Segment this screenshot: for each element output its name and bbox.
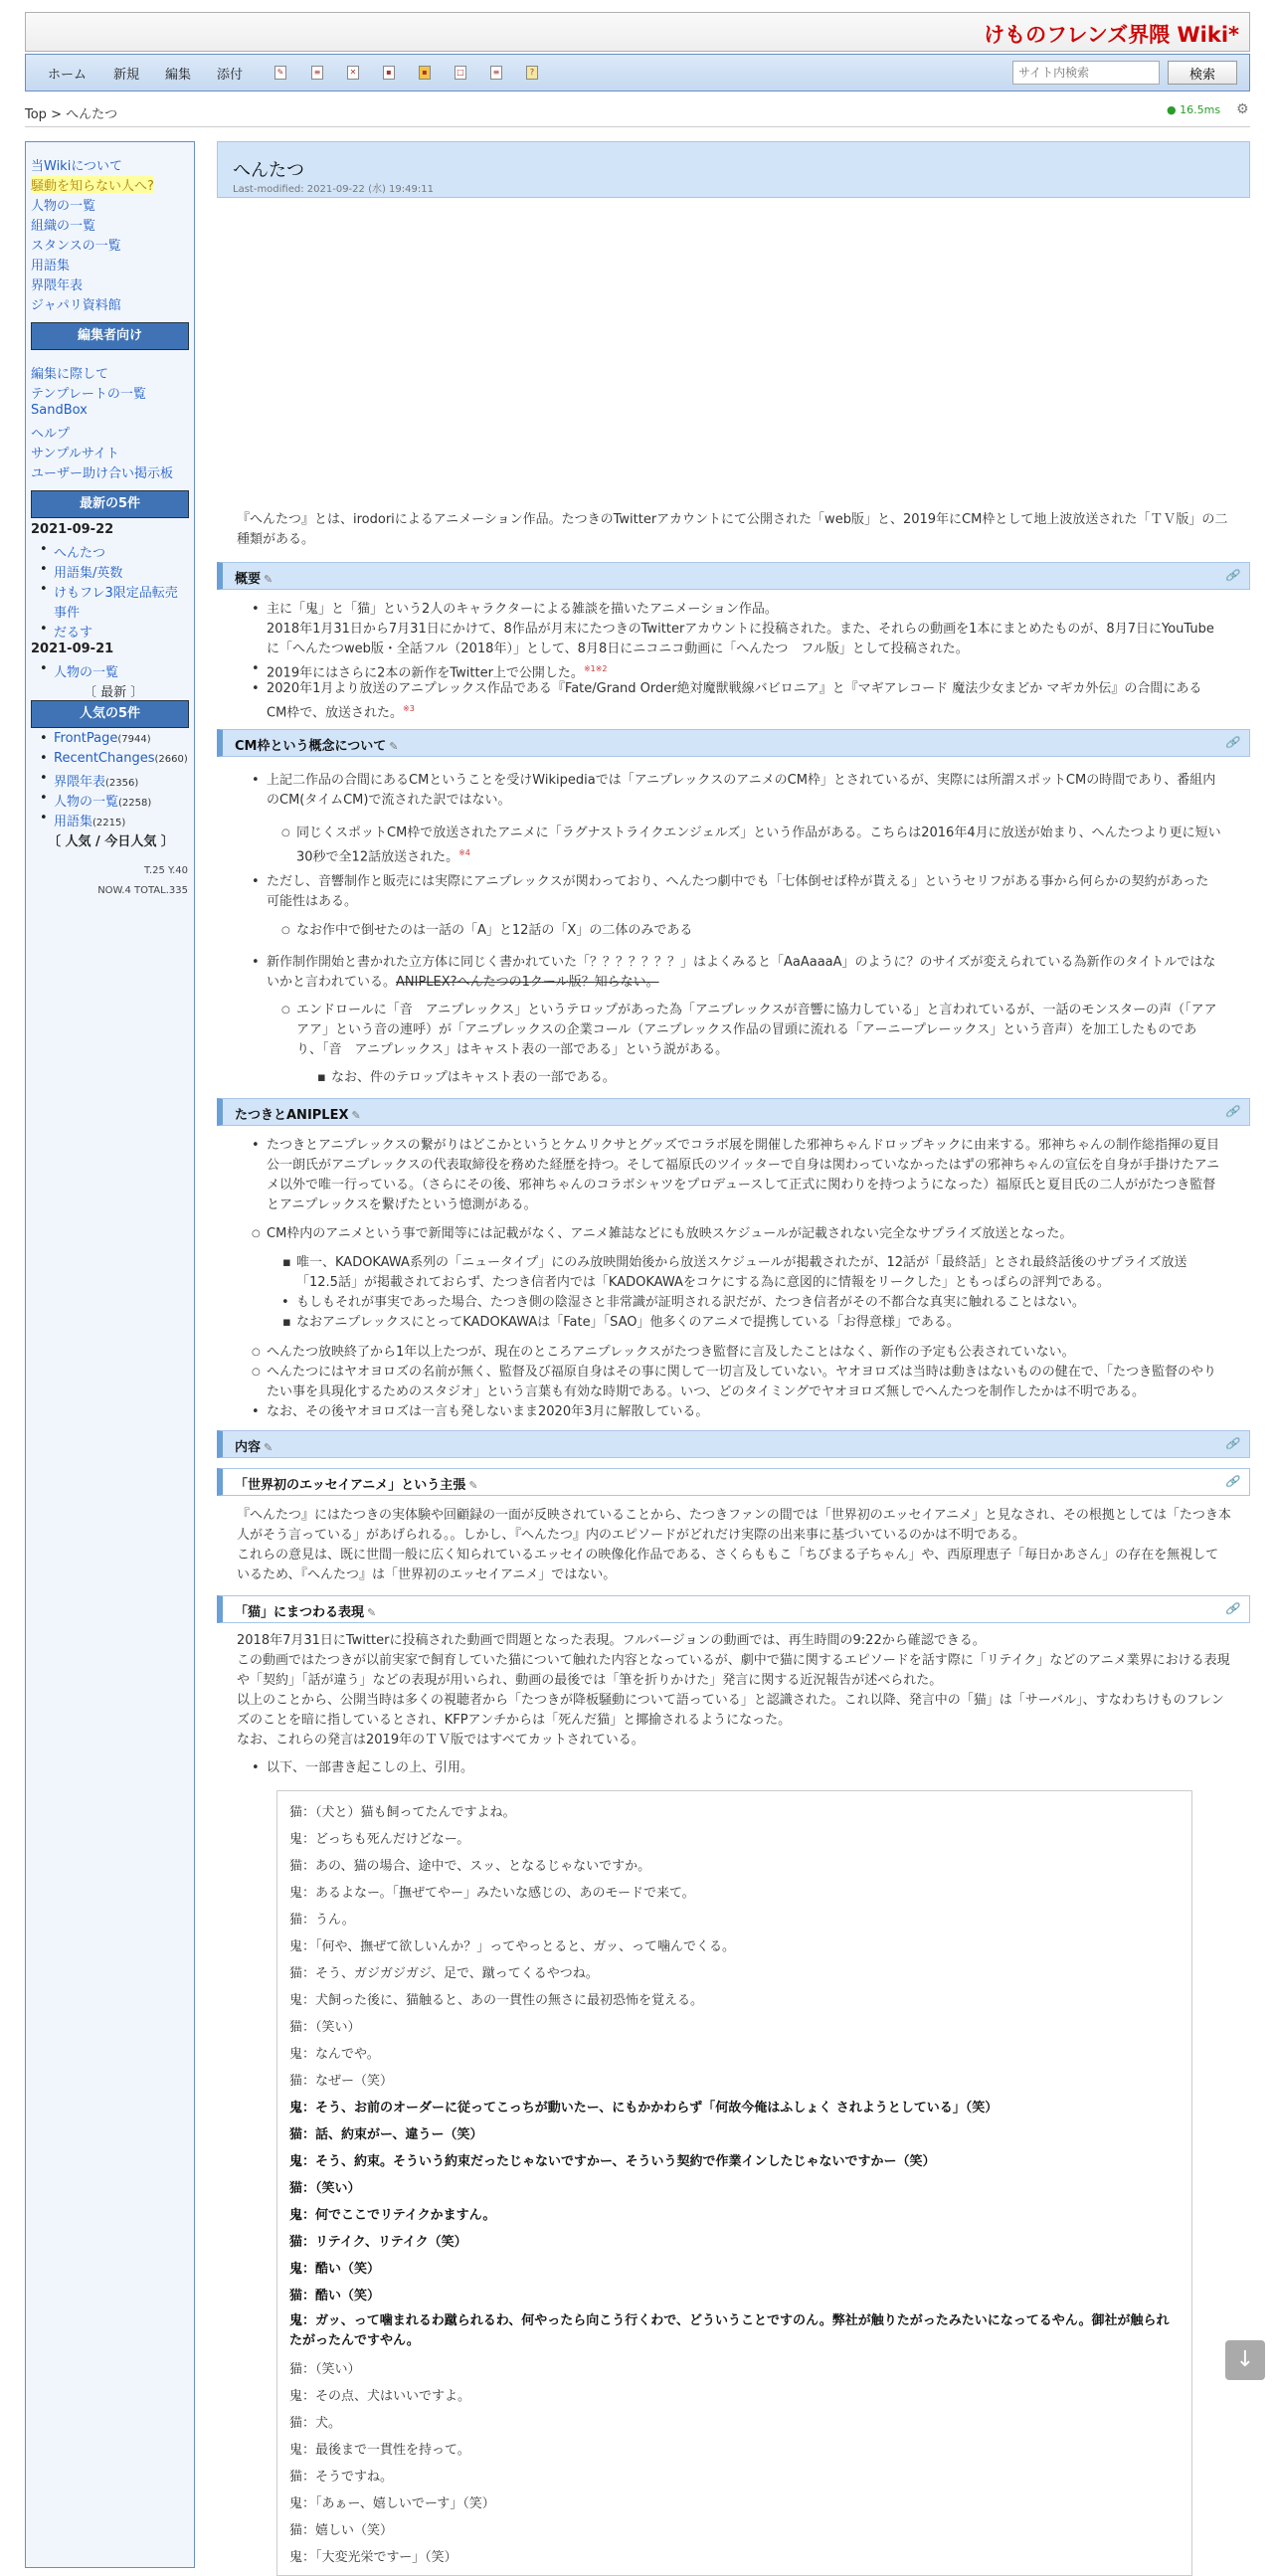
link-icon[interactable]: 🔗 bbox=[1225, 1437, 1239, 1450]
popular-item[interactable]: • 用語集(2215) bbox=[54, 811, 125, 829]
recent-item[interactable]: • 人物の一覧 bbox=[54, 661, 118, 680]
gear-icon[interactable]: ⚙ bbox=[1236, 101, 1249, 117]
quote-line: 猫：話、約束がー、違うー（笑） bbox=[289, 2127, 483, 2142]
section-heading-overview: 概要 ✎ 🔗 bbox=[217, 562, 1250, 590]
edit-tool-icon[interactable]: ✎ bbox=[274, 66, 286, 80]
recent-item[interactable]: • 用語集/英数 bbox=[54, 562, 122, 581]
copy-tool-icon[interactable]: □ bbox=[455, 66, 466, 80]
sidebar-link-glossary[interactable]: 用語集 bbox=[31, 259, 71, 274]
sidebar-link-orgs[interactable]: 組織の一覧 bbox=[31, 219, 96, 234]
pencil-icon[interactable]: ✎ bbox=[468, 1479, 478, 1492]
recent-item-cont[interactable]: 事件 bbox=[54, 606, 81, 621]
recent-item[interactable]: • へんたつ bbox=[54, 542, 105, 561]
search-input[interactable] bbox=[1012, 61, 1160, 85]
quote-line: 猫：酷い（笑） bbox=[289, 2289, 381, 2303]
quote-line: 鬼：「あぁー、嬉しいでーす」（笑） bbox=[289, 2496, 495, 2511]
pencil-icon[interactable]: ✎ bbox=[264, 1441, 274, 1454]
link-icon[interactable]: 🔗 bbox=[1225, 1105, 1239, 1118]
pencil-icon[interactable]: ✎ bbox=[264, 573, 274, 586]
list-item: ▪ なお、件のテロップはキャスト表の一部である。 bbox=[331, 1068, 1221, 1088]
quote-line: 鬼：酷い（笑） bbox=[289, 2262, 381, 2277]
sidebar-link-sample[interactable]: サンプルサイト bbox=[31, 447, 119, 461]
popular-more-link[interactable]: 〔 人気 / 今日人気 〕 bbox=[48, 834, 174, 849]
recent-item[interactable]: • だるす bbox=[54, 622, 92, 641]
link-icon[interactable]: 🔗 bbox=[1225, 736, 1239, 749]
arrow-down-icon: ↓ bbox=[1235, 2347, 1255, 2372]
list-item: ○ なお作中で倒せたのは一話の「A」と12話の「X」の二体のみである bbox=[296, 921, 1221, 941]
quote-line: 猫：（笑い） bbox=[289, 2181, 361, 2196]
quote-line: 猫：（犬と）猫も飼ってたんですよね。 bbox=[289, 1805, 516, 1820]
sidebar-link-board[interactable]: ユーザー助け合い掲示板 bbox=[31, 466, 174, 481]
sidebar-link-sandbox[interactable]: SandBox bbox=[31, 403, 88, 418]
help-tool-icon[interactable]: ? bbox=[526, 66, 538, 80]
list-item: ▪ なおアニプレックスにとってKADOKAWAは「Fate」「SAO」他多くのアニメで提携している「お得意様」である。 bbox=[296, 1313, 1221, 1333]
recent-date: 2021-09-21 bbox=[31, 642, 114, 656]
popular-item[interactable]: • 界隈年表(2356) bbox=[54, 771, 138, 790]
popular-item[interactable]: • RecentChanges(2660) bbox=[54, 751, 188, 766]
quote-line: 猫：犬。 bbox=[289, 2416, 342, 2431]
nav-attach[interactable]: 添付 bbox=[217, 68, 244, 83]
quote-line: 猫：嬉しい（笑） bbox=[289, 2523, 394, 2538]
sidebar-editor-heading: 編集者向け bbox=[31, 322, 189, 350]
recent-more-link[interactable]: 〔 最新 〕 bbox=[84, 685, 144, 700]
paragraph: この動画ではたつきが以前実家で飼育していた猫について触れた内容となっているが、劇中で猫に関するエピソードを話す際に「リテイク」などのアニメ業界における表現や「契約」「話が違う」などの表現が用いられ、動画の最後では「筆を折りかけた」発言に関する近況報告が述べられた。 bbox=[237, 1653, 1230, 1688]
quote-line: 鬼：その点、犬はいいですよ。 bbox=[289, 2389, 471, 2404]
paragraph: 以上のことから、公開当時は多くの視聴者から「たつきが降板騒動について語っている」と認識された。これ以降、発言中の「猫」は「サーバル」、すなわちけものフレンズのことを暗に指しているとされ、KFPアンチからは「死んだ猫」と揶揄されるようになった。 bbox=[237, 1693, 1224, 1728]
list-item: • 主に「鬼」と「猫」という2人のキャラクターによる雑談を描いたアニメーション作品。 bbox=[267, 600, 1221, 620]
link-icon[interactable]: 🔗 bbox=[1225, 569, 1239, 582]
list-item: • たつきとアニプレックスの繋がりはどこかというとケムリクサとグッズでコラボ展を開催した邪神ちゃんドロップキックに由来する。邪神ちゃんの制作総指揮の夏目公一朗氏がアニプレックスの代表取締役を務めた経歴を持つ。そして福原氏のツイッターで自身は関わっていなかったはずの邪神ちゃんの宣伝を自身が手掛けたアニメ以外で唯一行っている。（さらにその後、邪神ちゃんのコラボシャツをプロデュースして正式に関わりを持つようになった）福原氏と夏目氏の二人ががたつき監督とアニプレックスを繋げたという憶測がある。 bbox=[267, 1136, 1221, 1215]
paragraph: これらの意見は、既に世間一般に広く知られているエッセイの映像化作品である、さくらももこ「ちびまる子ちゃん」や、西原理恵子「毎日かあさん」の存在を無視しているため、『へんたつ』は「世界初のエッセイアニメ」ではない。 bbox=[237, 1548, 1219, 1582]
paragraph: 『へんたつ』にはたつきの実体験や回顧録の一面が反映されていることから、たつきファンの間では「世界初のエッセイアニメ」と見なされ、その根拠としては「たつき本人がそう言っている」があげられる。。しかし、『へんたつ』内のエピソードがどれだけ実際の出来事に基づいているのかは不明である。 bbox=[237, 1508, 1231, 1543]
scroll-down-button[interactable] bbox=[1225, 2340, 1265, 2380]
paragraph: 2018年7月31日にTwitterに投稿された動画で問題となった表現。フルバージョンの動画では、再生時間の9:22から確認できる。 bbox=[237, 1633, 986, 1648]
quote-line: 鬼：そう、約束。そういう約束だったじゃないですかー、そういう契約で作業インしたじゃないですかー（笑） bbox=[289, 2154, 936, 2169]
lock-tool-icon[interactable]: ▪ bbox=[419, 66, 431, 80]
popular-item[interactable]: • FrontPage(7944) bbox=[54, 731, 151, 746]
list-item-cont: • 2018年1月31日から7月31日にかけて、8作品が月末にたつきのTwitterアカウントに投稿された。また、それらの動画を1本にまとめたものが、8月7日にYouTubeに「へんたつweb版・全話フル（2018年）」として、8月8日にニコニコ動画に「へんたつ フル版」として投稿された。 bbox=[267, 620, 1221, 659]
search-button[interactable]: 検索 bbox=[1168, 61, 1237, 85]
list-item: • 以下、一部書き起こしの上、引用。 bbox=[267, 1758, 1221, 1778]
backup-tool-icon[interactable]: ▪ bbox=[383, 66, 395, 80]
pencil-icon[interactable]: ✎ bbox=[367, 1606, 377, 1619]
site-header bbox=[25, 12, 1250, 52]
quote-line: 鬼：「大変光栄ですー」（笑） bbox=[289, 2550, 457, 2565]
quote-line: 鬼：犬飼った後に、猫触ると、あの一貫性の無さに最初恐怖を覚える。 bbox=[289, 1993, 704, 2008]
quote-line: 鬼：なんでや。 bbox=[289, 2047, 380, 2062]
transcript-quote bbox=[276, 1790, 1192, 2576]
popular-item[interactable]: • 人物の一覧(2258) bbox=[54, 791, 151, 810]
last-modified: Last-modified: 2021-09-22 (水) 19:49:11 bbox=[233, 184, 434, 195]
quote-line: 猫：あの、猫の場合、途中で、スッ、となるじゃないですか。 bbox=[289, 1859, 651, 1874]
list-item-cont: • なお、その後ヤオヨロズは一言も発しないまま2020年3月に解散している。 bbox=[267, 1402, 1221, 1422]
section-heading-aniplex: たつきとANIPLEX ✎ 🔗 bbox=[217, 1098, 1250, 1126]
quote-line: 猫：なぜー（笑） bbox=[289, 2074, 394, 2089]
sidebar-link-help[interactable]: ヘルプ bbox=[31, 427, 71, 442]
divider bbox=[25, 126, 1250, 127]
quote-line: 猫：そうですね。 bbox=[289, 2470, 394, 2484]
sidebar bbox=[25, 141, 195, 2568]
section-heading-cm: CM枠という概念について ✎ 🔗 bbox=[217, 729, 1250, 757]
sidebar-link-templates[interactable]: テンプレートの一覧 bbox=[31, 387, 146, 402]
list-item: ○ エンドロールに「音 アニプレックス」というテロップがあった為「アニプレックスが音響に協力している」と言われているが、一話のモンスターの声（「アアアア」という音の連呼）が「アニプレックスの企業コール（アニプレックス作品の冒頭に流れる「アーニープレーックス」という音声）を加工したものであり、「音 アニプレックス」はキャスト表の一部である」という説がある。 bbox=[296, 1001, 1221, 1060]
list-item: • 上記二作品の合間にあるCMということを受けWikipediaでは「アニプレックスのアニメのCM枠」とされているが、実際には所謂スポットCMの時間であり、番組内のCM(タイムCM)で流された訳ではない。 bbox=[267, 771, 1221, 811]
diff-tool-icon[interactable]: ≡ bbox=[311, 66, 323, 80]
sidebar-link-intro[interactable]: 騒動を知らない人へ? bbox=[31, 175, 154, 194]
nav-new[interactable]: 新規 bbox=[113, 68, 140, 83]
list-item: ○ 同じくスポットCM枠で放送されたアニメに「ラグナストライクエンジェルズ」という作品がある。こちらは2016年4月に放送が始まり、へんたつより更に短い30秒で全12話放送された。$^{※4}$ bbox=[296, 824, 1221, 867]
list-item: ▪ 唯一、KADOKAWA系列の「ニュータイプ」にのみ放映開始後から放送スケジュールが掲載されたが、12話が「最終話」とされ最終話後のサプライズ放送「12.5話」が掲載されておらず、たつき信者内では「KADOKAWAをコケにする為に意図的に情報をリークした」ともっぱらの評判である。 bbox=[296, 1253, 1221, 1293]
list-item: • 新作制作開始と書かれた立方体に同じく書かれていた「？？？？？？？」はよくみると「AaAaaaA」のように？のサイズが変えられている為新作のタイトルではないかと言われている。ANIPLEX?へんたつの1クール版？知らない。 bbox=[267, 953, 1221, 993]
counter-today: T.25 Y.40 bbox=[144, 865, 188, 876]
quote-line: 鬼：「何や、撫ぜて欲しいんか？」ってやっとると、ガッ、って噛んでくる。 bbox=[289, 1939, 735, 1954]
recent-date: 2021-09-22 bbox=[31, 522, 114, 537]
speed-indicator: ● 16.5ms bbox=[1167, 103, 1221, 116]
pencil-icon[interactable]: ✎ bbox=[389, 740, 399, 753]
sidebar-link-timeline[interactable]: 界隈年表 bbox=[31, 278, 84, 293]
list-item: • 2019年にはさらに2本の新作をTwitter上で公開した。$^{※1※2}$ bbox=[267, 659, 1221, 683]
list-tool-icon[interactable]: ≡ bbox=[490, 66, 502, 80]
sidebar-link-stances[interactable]: スタンスの一覧 bbox=[31, 239, 121, 254]
link-icon[interactable]: 🔗 bbox=[1225, 1475, 1239, 1488]
quote-line: 猫：（笑い） bbox=[289, 2362, 361, 2377]
sidebar-link-people[interactable]: 人物の一覧 bbox=[31, 199, 96, 214]
delete-tool-icon[interactable]: ✕ bbox=[347, 66, 359, 80]
subsection-heading-essay: 「世界初のエッセイアニメ」という主張 ✎ 🔗 bbox=[217, 1468, 1250, 1496]
list-item: ○ へんたつ放映終了から1年以上たつが、現在のところアニプレックスがたつき監督に言及したことはなく、新作の予定も公表されていない。 bbox=[267, 1343, 1221, 1363]
quote-line: 鬼：どっちも死んだけどなー。 bbox=[289, 1832, 470, 1847]
intro-paragraph: 『へんたつ』とは、irodoriによるアニメーション作品。たつきのTwitterアカウントにて公開された「web版」と、2019年にCM枠として地上波放送された「ＴＶ版」の二種類がある。 bbox=[237, 512, 1228, 547]
list-item: ○ CM枠内のアニメという事で新聞等には記載がなく、アニメ雑誌などにも放映スケジュールが記載されない完全なサプライズ放送となった。 bbox=[267, 1224, 1221, 1244]
top-navbar bbox=[25, 54, 1250, 92]
sidebar-link-editing[interactable]: 編集に際して bbox=[31, 367, 109, 382]
sidebar-recent-heading: 最新の5件 bbox=[31, 490, 189, 518]
link-icon[interactable]: 🔗 bbox=[1225, 1602, 1239, 1615]
list-item-cont: • もしもそれが事実であった場合、たつき側の陰湿さと非常識が証明される訳だが、たつき信者がその不都合な真実に触れることはない。 bbox=[296, 1293, 1221, 1313]
nav-edit[interactable]: 編集 bbox=[165, 68, 192, 83]
quote-line: 鬼：あるよなー。「撫ぜてやー」みたいな感じの、あのモードで来て。 bbox=[289, 1886, 695, 1901]
site-title-link[interactable]: けものフレンズ界隈 Wiki* bbox=[984, 23, 1239, 47]
nav-home[interactable]: ホーム bbox=[48, 68, 88, 83]
list-item: ○ へんたつにはヤオヨロズの名前が無く、監督及び福原自身はその事に関して一切言及していない。ヤオヨロズは当時は動きはないものの健在で、「たつき監督のやりたい事を具現化するためのスタジオ」という言葉も有効な時期である。いつ、どのタイミングでヤオヨロズ無しでへんたつを制作したかは不明である。 bbox=[267, 1363, 1221, 1402]
list-item: • ただし、音響制作と販売には実際にアニプレックスが関わっており、へんたつ劇中でも「七体倒せば枠が貰える」というセリフがある事から何らかの契約があった可能性はある。 bbox=[267, 872, 1221, 912]
page-title-box bbox=[217, 141, 1250, 198]
counter-total: NOW.4 TOTAL.335 bbox=[97, 885, 188, 896]
paragraph: なお、これらの発言は2019年のＴＶ版ではすべてカットされている。 bbox=[237, 1733, 644, 1748]
quote-line: 鬼：何でここでリテイクかますん。 bbox=[289, 2208, 496, 2223]
list-item: • 2020年1月より放送のアニプレックス作品である『Fate/Grand Order絶対魔獣戦線バビロニア』と『マギアレコード 魔法少女まどか マギカ外伝』の合間にあるCM枠で、放送された。$^{※3}$ bbox=[267, 679, 1221, 723]
section-heading-content: 内容 ✎ 🔗 bbox=[217, 1430, 1250, 1458]
sidebar-link-archive[interactable]: ジャパリ資料館 bbox=[31, 298, 121, 313]
quote-line: 猫：リテイク、リテイク（笑） bbox=[289, 2235, 467, 2250]
quote-line: 猫：そう、ガジガジガジ、足で、蹴ってくるやつね。 bbox=[289, 1966, 599, 1981]
quote-line: 猫：（笑い） bbox=[289, 2020, 361, 2035]
sidebar-link-about[interactable]: 当Wikiについて bbox=[31, 159, 123, 174]
page-title: へんたつ bbox=[233, 160, 304, 181]
sidebar-popular-heading: 人気の5件 bbox=[31, 700, 189, 728]
quote-line: 鬼：最後まで一貫性を持って。 bbox=[289, 2443, 470, 2458]
subsection-heading-cat: 「猫」にまつわる表現 ✎ 🔗 bbox=[217, 1595, 1250, 1623]
pencil-icon[interactable]: ✎ bbox=[351, 1109, 361, 1122]
leaf-icon: ● bbox=[1167, 103, 1177, 116]
quote-line: 鬼：ガッ、って噛まれるわ蹴られるわ、何やったら向こう行くわで、どういうことですのん。弊社が触りたがったみたいになってるやん。御社が触られたがったんですやん。 bbox=[289, 2313, 1170, 2348]
quote-line: 鬼：そう、お前のオーダーに従ってこっちが動いたー、にもかかわらず「何故今俺はふしょく されようとしている」（笑） bbox=[289, 2101, 999, 2116]
breadcrumb[interactable]: Top > へんたつ bbox=[25, 107, 118, 122]
quote-line: 猫：うん。 bbox=[289, 1913, 355, 1928]
recent-item[interactable]: • けもフレ3限定品転売 bbox=[54, 582, 178, 601]
